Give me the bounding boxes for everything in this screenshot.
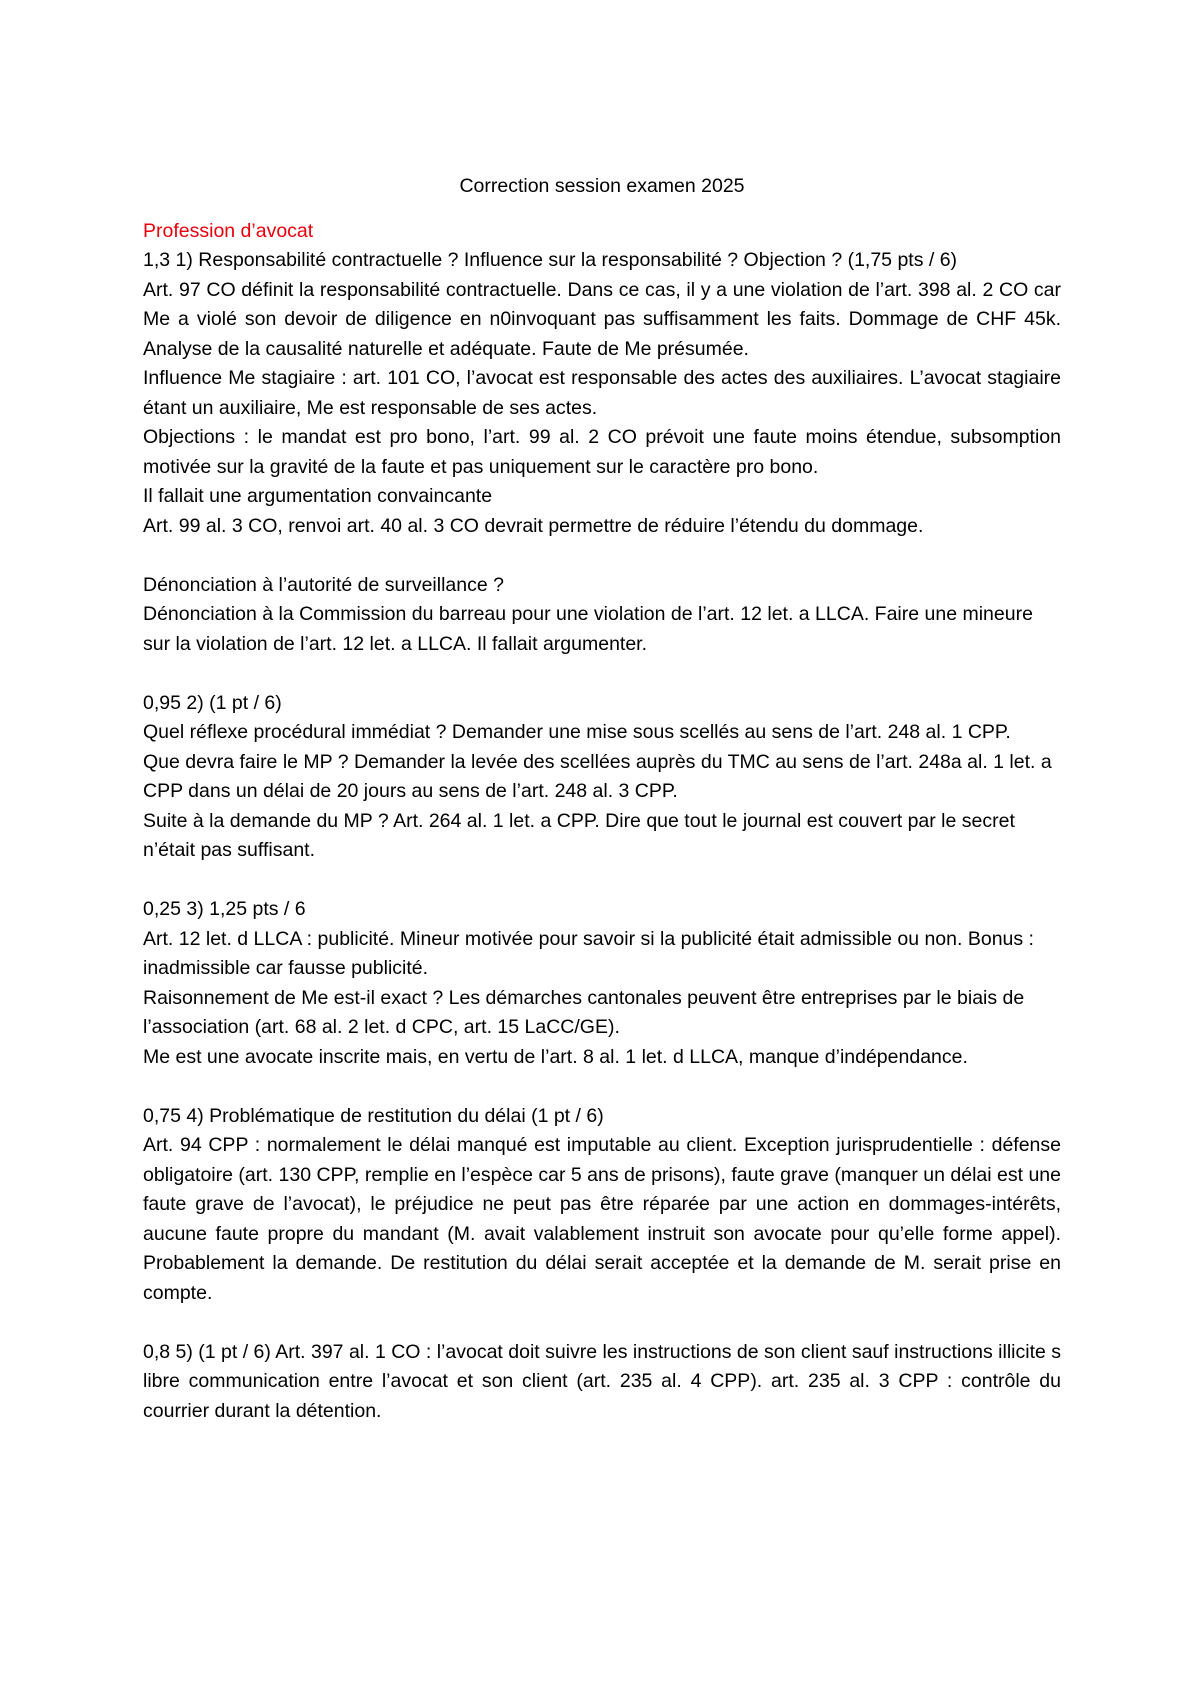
answer-1-paragraph-3: Objections : le mandat est pro bono, l’art. 99 al. 2 CO prévoit une faute moins étendue, subsomption motivée sur la gravité de la faute et pas uniquement sur le caractère pro bono.	[143, 426, 1061, 478]
question-4: 0,75 4) Problématique de restitution du délai (1 pt / 6)	[143, 1104, 604, 1127]
answer-2-paragraph-3: Suite à la demande du MP ? Art. 264 al. 1 let. a CPP. Dire que tout le journal est couvert par le secret n’était pas suffisant.	[143, 809, 1015, 861]
answer-1-paragraph-4: Il fallait une argumentation convaincante	[143, 485, 493, 507]
spacer	[143, 541, 1061, 571]
answer-1-paragraph-5: Art. 99 al. 3 CO, renvoi art. 40 al. 3 CO devrait permettre de réduire l’étendu du dommage.	[143, 514, 924, 537]
answer-1b-paragraph-1: Dénonciation à la Commission du barreau pour une violation de l’art. 12 let. a LLCA. Faire une mineure sur la violation de l’art. 12 let. a LLCA. Il fallait argumenter.	[143, 603, 1033, 655]
section-heading: Profession d’avocat	[143, 219, 314, 242]
answer-5-paragraph-1: 0,8 5) (1 pt / 6) Art. 397 al. 1 CO : l’avocat doit suivre les instructions de son client sauf instructions illicite s libre communication entre l’avocat et son client (art. 235 al. 4 CPP). art. 235 al. 3 CPP : contrôle du courrier durant la détention.	[143, 1340, 1061, 1422]
answer-2-paragraph-2: Que devra faire le MP ? Demander la levée des scellées auprès du TMC au sens de l’art. 248a al. 1 let. a CPP dans un délai de 20 jours au sens de l’art. 248 al. 3 CPP.	[143, 750, 1052, 802]
document-body	[143, 172, 1061, 1426]
question-2: 0,95 2) (1 pt / 6)	[143, 691, 282, 714]
answer-1-paragraph-2: Influence Me stagiaire : art. 101 CO, l’avocat est responsable des actes des auxiliaires. L’avocat stagiaire étant un auxiliaire, Me est responsable de ses actes.	[143, 367, 1061, 419]
spacer	[143, 1072, 1061, 1102]
spacer	[143, 659, 1061, 689]
page-title: Correction session examen 2025	[459, 175, 745, 197]
spacer	[143, 866, 1061, 896]
answer-3-paragraph-2: Raisonnement de Me est-il exact ? Les démarches cantonales peuvent être entreprises par le biais de l’association (art. 68 al. 2 let. d CPC, art. 15 LaCC/GE).	[143, 986, 1025, 1038]
answer-3-paragraph-3: Me est une avocate inscrite mais, en vertu de l’art. 8 al. 1 let. d LLCA, manque d’indépendance.	[143, 1045, 968, 1068]
answer-2-paragraph-1: Quel réflexe procédural immédiat ? Demander une mise sous scellés au sens de l’art. 248 al. 1 CPP.	[143, 721, 1011, 743]
question-3: 0,25 3) 1,25 pts / 6	[143, 898, 306, 920]
answer-3-paragraph-1: Art. 12 let. d LLCA : publicité. Mineur motivée pour savoir si la publicité était admissible ou non. Bonus : inadmissible car fausse publicité.	[143, 927, 1034, 979]
answer-4-paragraph-1: Art. 94 CPP : normalement le délai manqué est imputable au client. Exception jurisprudentielle : défense obligatoire (art. 130 CPP, remplie en l’espèce car 5 ans de prisons), faute grave (manquer un délai est une faute grave de l’avocat), le préjudice ne peut pas être réparée par une action en dommages-intérêts, aucune faute propre du mandant (M. avait valablement instruit son avocate pour qu’elle forme appel). Probablement la demande. De restitution du délai serait acceptée et la demande de M. serait prise en compte.	[143, 1134, 1061, 1304]
question-1b: Dénonciation à l’autorité de surveillance ?	[143, 573, 504, 596]
answer-1-paragraph-1: Art. 97 CO définit la responsabilité contractuelle. Dans ce cas, il y a une violation de l’art. 398 al. 2 CO car Me a violé son devoir de diligence en n0invoquant pas suffisamment les faits. Dommage de CHF 45k. Analyse de la causalité naturelle et adéquate. Faute de Me présumée.	[143, 278, 1061, 360]
spacer	[143, 1308, 1061, 1338]
question-1: 1,3 1) Responsabilité contractuelle ? Influence sur la responsabilité ? Objection ? (1,75 pts / 6)	[143, 249, 958, 271]
